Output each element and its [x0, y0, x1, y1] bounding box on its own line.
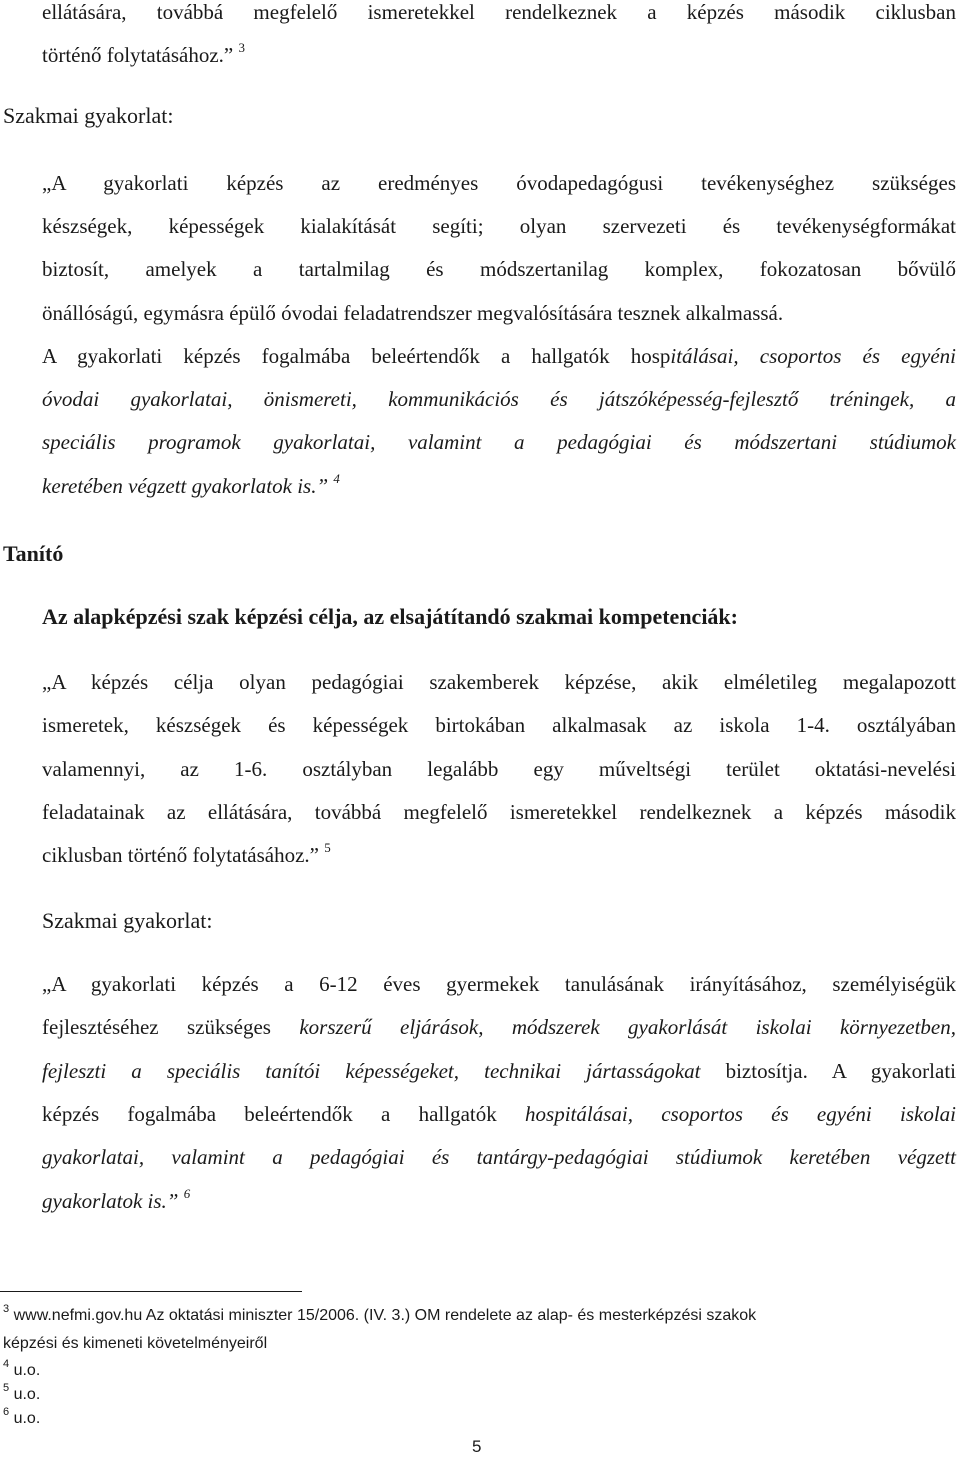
- footnote-ref: 6: [183, 1186, 191, 1201]
- footnote: $^4$ u.o.: [3, 1357, 41, 1379]
- body-text-line: képzés fogalmába beleértendők a hallgatók hospitálásai, csoportos és egyéni iskolai: [42, 1102, 956, 1126]
- body-text-line: óvodai gyakorlatai, önismereti, kommunikációs és játszóképesség-fejlesztő tréningek, a: [42, 387, 956, 411]
- body-text-line: valamennyi, az 1-6. osztályban legalább egy műveltségi terület oktatási-nevelési: [42, 757, 956, 781]
- body-text-line: gyakorlatai, valamint a pedagógiai és tantárgy-pedagógiai stúdiumok keretében végzett: [42, 1145, 956, 1169]
- body-text-line: speciális programok gyakorlatai, valamint a pedagógiai és módszertani stúdiumok: [42, 430, 956, 454]
- body-text-line: fejlesztéséhez szükséges korszerű eljárások, módszerek gyakorlását iskolai környezetben,: [42, 1015, 956, 1039]
- body-text-line: „A képzés célja olyan pedagógiai szakemberek képzése, akik elméletileg megalapozott: [42, 670, 956, 694]
- body-text-line: ellátására, továbbá megfelelő ismeretekkel rendelkeznek a képzés második ciklusban: [42, 0, 956, 24]
- body-text-line: „A gyakorlati képzés a 6-12 éves gyermekek tanulásának irányításához, személyiségük: [42, 972, 956, 996]
- footnote-ref: 4: [333, 471, 340, 486]
- body-text-line: A gyakorlati képzés fogalmába beleértendők a hallgatók hospitálásai, csoportos és egyéni: [42, 344, 956, 368]
- footnote-divider: [0, 1291, 302, 1292]
- footnote-link[interactable]: www.nefmi.gov.hu Az oktatási miniszter 15/2006. (IV. 3.) OM rendelete az alap- és mesterképzési szakok: [13, 1307, 757, 1324]
- body-text-line: ismeretek, készségek és képességek birtokában alkalmasak az iskola 1-4. osztályában: [42, 713, 956, 737]
- body-text-line: gyakorlatok is.” $^6$: [42, 1186, 191, 1213]
- program-title: Tanító: [3, 541, 64, 566]
- footnote: $^5$ u.o.: [3, 1381, 41, 1403]
- body-text-line: feladatainak az ellátására, továbbá megfelelő ismeretekkel rendelkeznek a képzés második: [42, 800, 956, 824]
- section-heading: Az alapképzési szak képzési célja, az elsajátítandó szakmai kompetenciák:: [42, 604, 738, 629]
- footnote: $^6$ u.o.: [3, 1405, 41, 1427]
- footnote-ref: 5: [324, 840, 331, 855]
- footnote: képzési és kimeneti követelményeiről: [3, 1335, 268, 1352]
- body-text-line: készségek, képességek kialakítását segíti; olyan szervezeti és tevékenységformákat: [42, 214, 956, 238]
- section-heading: Szakmai gyakorlat:: [3, 103, 174, 128]
- body-text-line: biztosít, amelyek a tartalmilag és módszertanilag komplex, fokozatosan bővülő: [42, 257, 956, 281]
- body-text-line: fejleszti a speciális tanítói képességeket, technikai jártasságokat biztosítja. A gyakorlati: [42, 1059, 956, 1083]
- body-text-line: ciklusban történő folytatásához.” $^5$: [42, 840, 331, 867]
- body-text-line: „A gyakorlati képzés az eredményes óvodapedagógusi tevékenységhez szükséges: [42, 171, 956, 195]
- body-text-line: történő folytatásához.” $^3$: [42, 40, 246, 67]
- footnote: $^3$ www.nefmi.gov.hu Az oktatási miniszter 15/2006. (IV. 3.) OM rendelete az alap- és mesterképzési szakok: [3, 1302, 757, 1324]
- footnote-ref: 3: [238, 40, 246, 55]
- page-number: 5: [472, 1437, 482, 1456]
- body-text-line: önállóságú, egymásra épülő óvodai feladatrendszer megvalósítására tesznek alkalmassá.: [42, 301, 784, 325]
- body-text-line: keretében végzett gyakorlatok is.” $^4$: [42, 471, 340, 498]
- section-heading: Szakmai gyakorlat:: [42, 908, 213, 933]
